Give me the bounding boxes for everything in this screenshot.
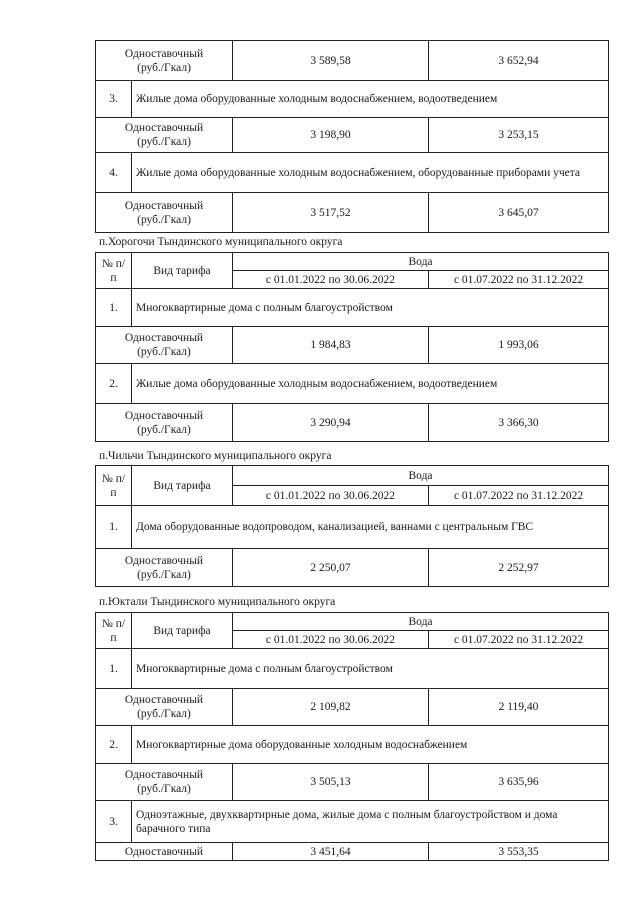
header-tariff-type: Вид тарифа: [132, 253, 233, 289]
row-number: 1.: [96, 506, 132, 549]
header-period1: с 01.01.2022 по 30.06.2022: [233, 486, 429, 506]
tariff-value-period1: 1 984,83: [233, 327, 429, 364]
tariff-value-period2: 3 645,07: [429, 193, 609, 233]
section-caption: п.Чильчи Тындинского муниципального округа: [99, 450, 332, 462]
header-period2: с 01.07.2022 по 31.12.2022: [429, 271, 609, 289]
header-number: № п/п: [96, 466, 132, 506]
tariff-value-period2: 1 993,06: [429, 327, 609, 364]
row-number: 3.: [96, 81, 132, 118]
category-title: Одноэтажные, двухквартирные дома, жилые дома с полным благоустройством и дома барачного типа: [132, 801, 609, 843]
table-row: [96, 81, 609, 118]
table-row: [96, 193, 609, 233]
header-tariff-type: Вид тарифа: [132, 466, 233, 506]
category-title: Жилые дома оборудованные холодным водоснабжением, водоотведением: [132, 81, 609, 118]
category-title: Многоквартирные дома с полным благоустройством: [132, 649, 609, 689]
tariff-name-cell: Одноставочный (руб./Гкал): [96, 193, 233, 233]
table-row: [96, 41, 609, 81]
tariff-value-period2: 3 553,35: [429, 843, 609, 861]
header-number: № п/п: [96, 253, 132, 289]
table-header-row: [96, 253, 609, 271]
table-row: [96, 153, 609, 193]
tariff-value-period1: 3 198,90: [233, 118, 429, 153]
tariff-value-period2: 2 252,97: [429, 549, 609, 587]
table-row: [96, 689, 609, 726]
header-group: Вода: [233, 253, 609, 271]
table-header-row: [96, 466, 609, 486]
table-row: [96, 118, 609, 153]
table-header-row: [96, 613, 609, 631]
table-row: [96, 726, 609, 764]
category-title: Жилые дома оборудованные холодным водоснабжением, водоотведением: [132, 364, 609, 404]
tariff-name-cell: Одноставочный: [96, 843, 233, 861]
header-period1: с 01.01.2022 по 30.06.2022: [233, 631, 429, 649]
tariff-name-cell: Одноставочный (руб./Гкал): [96, 404, 233, 442]
tariff-value-period1: 2 109,82: [233, 689, 429, 726]
section-caption: п.Хорогочи Тындинского муниципального округа: [99, 236, 343, 248]
header-number: № п/п: [96, 613, 132, 649]
table-row: [96, 843, 609, 861]
header-period2: с 01.07.2022 по 31.12.2022: [429, 486, 609, 506]
table-row: [96, 327, 609, 364]
tariff-value-period2: 2 119,40: [429, 689, 609, 726]
tariff-value-period1: 3 589,58: [233, 41, 429, 81]
row-number: 1.: [96, 649, 132, 689]
row-number: 3.: [96, 801, 132, 843]
row-number: 1.: [96, 289, 132, 327]
table-row: [96, 801, 609, 843]
row-number: 2.: [96, 364, 132, 404]
category-title: Многоквартирные дома оборудованные холодным водоснабжением: [132, 726, 609, 764]
tariff-value-period1: 2 250,07: [233, 549, 429, 587]
header-period2: с 01.07.2022 по 31.12.2022: [429, 631, 609, 649]
tariff-name-cell: Одноставочный (руб./Гкал): [96, 764, 233, 801]
category-title: Дома оборудованные водопроводом, канализацией, ваннами с центральным ГВС: [132, 506, 609, 549]
row-number: 2.: [96, 726, 132, 764]
tariff-value-period2: 3 366,30: [429, 404, 609, 442]
tariff-table-khorogochi: [95, 252, 609, 442]
tariff-name-cell: Одноставочный (руб./Гкал): [96, 118, 233, 153]
header-period1: с 01.01.2022 по 30.06.2022: [233, 271, 429, 289]
tariff-value-period1: 3 505,13: [233, 764, 429, 801]
table-row: [96, 364, 609, 404]
tariff-value-period1: 3 517,52: [233, 193, 429, 233]
header-group: Вода: [233, 466, 609, 486]
tariff-name-cell: Одноставочный (руб./Гкал): [96, 327, 233, 364]
tariff-table-yuktali: [95, 612, 609, 861]
row-number: 4.: [96, 153, 132, 193]
header-group: Вода: [233, 613, 609, 631]
tariff-name-cell: Одноставочный (руб./Гкал): [96, 549, 233, 587]
tariff-value-period2: 3 652,94: [429, 41, 609, 81]
tariff-value-period1: 3 451,64: [233, 843, 429, 861]
tariff-name-cell: Одноставочный (руб./Гкал): [96, 41, 233, 81]
tariff-value-period1: 3 290,94: [233, 404, 429, 442]
table-row: [96, 649, 609, 689]
section-caption: п.Юктали Тындинского муниципального округа: [99, 596, 336, 608]
tariff-value-period2: 3 635,96: [429, 764, 609, 801]
tariff-table-continuation: [95, 40, 609, 233]
table-row: [96, 549, 609, 587]
table-row: [96, 289, 609, 327]
header-tariff-type: Вид тарифа: [132, 613, 233, 649]
table-row: [96, 506, 609, 549]
category-title: Жилые дома оборудованные холодным водоснабжением, оборудованные приборами учета: [132, 153, 609, 193]
tariff-table-chilchi: [95, 465, 609, 587]
table-row: [96, 764, 609, 801]
tariff-value-period2: 3 253,15: [429, 118, 609, 153]
tariff-name-cell: Одноставочный (руб./Гкал): [96, 689, 233, 726]
category-title: Многоквартирные дома с полным благоустройством: [132, 289, 609, 327]
table-row: [96, 404, 609, 442]
